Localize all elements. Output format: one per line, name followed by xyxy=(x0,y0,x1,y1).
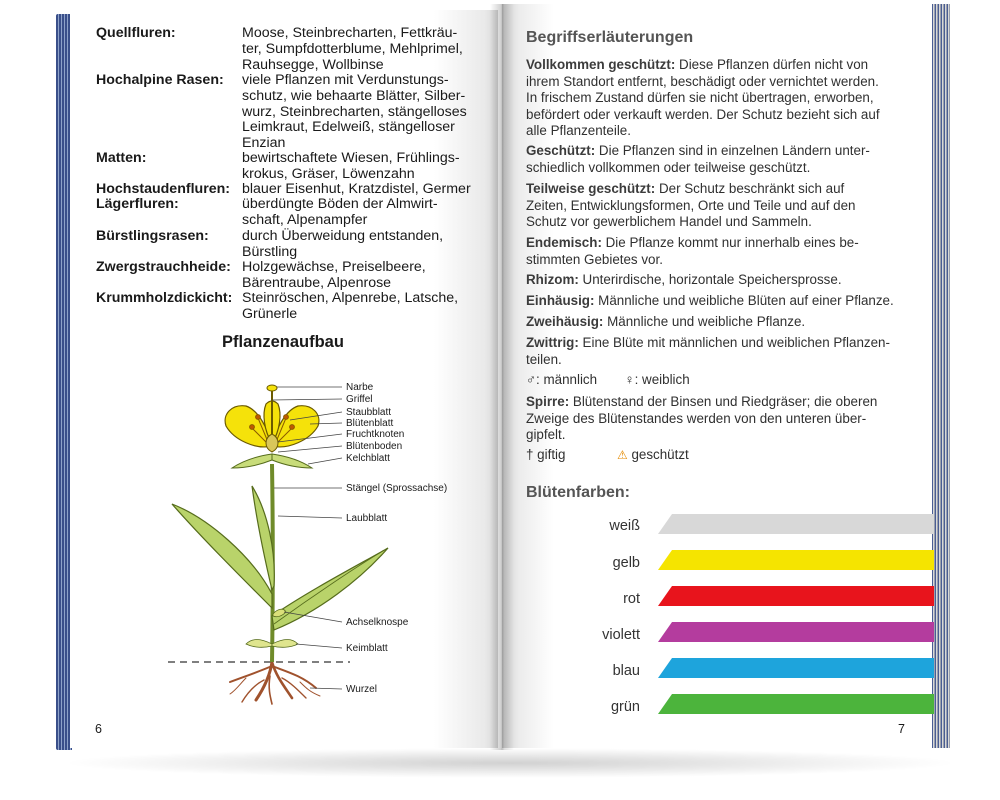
desc-line: schutz, wie behaarte Blätter, Silber- xyxy=(242,87,466,104)
label-laubblatt: Laubblatt xyxy=(346,513,388,524)
label-bluetenboden: Blütenboden xyxy=(346,441,403,452)
glossary-entry: Geschützt: Die Pflanzen sind in einzelnen Ländern unter- schiedlich vollkommen oder teilweise geschützt. xyxy=(526,143,870,175)
poison-label: giftig xyxy=(533,447,566,462)
glossary-entry: Rhizom: Unterirdische, horizontale Speichersprosse. xyxy=(526,272,842,287)
desc-line: Steinröschen, Alpenrebe, Latsche, xyxy=(242,290,459,306)
desc-line: überdüngte Böden der Almwirt- xyxy=(242,196,438,212)
color-label: rot xyxy=(623,591,640,607)
stigma xyxy=(267,385,277,391)
glossary-entry: Endemisch: Die Pflanze kommt nur innerhalb eines be- stimmten Gebietes vor. xyxy=(526,235,859,267)
sepal xyxy=(272,454,312,468)
color-bar-green xyxy=(658,694,934,714)
symbol-legend-status xyxy=(526,447,689,462)
male-label: : männlich xyxy=(536,372,598,387)
label-fruchtknoten: Fruchtknoten xyxy=(346,429,405,440)
page-number-left: 6 xyxy=(95,722,102,736)
book-gutter xyxy=(490,4,514,750)
habitat-term: Quellfluren: xyxy=(96,25,176,41)
cotyledon xyxy=(272,640,298,648)
page-number-right: 7 xyxy=(898,722,905,736)
label-bluetenblatt: Blütenblatt xyxy=(346,418,394,429)
desc-line: Rauhsegge, Wollbinse xyxy=(242,56,384,73)
desc-line: krokus, Gräser, Löwenzahn xyxy=(242,165,415,182)
diagram-title: Pflanzenaufbau xyxy=(222,333,344,351)
glossary-entry: Spirre: Blütenstand der Binsen und Riedgräser; die oberen Zweige des Blütenstandes werden von den unteren über- gipfelt. xyxy=(526,394,878,443)
habitat-term: Bürstlingsrasen: xyxy=(96,228,209,244)
color-label: gelb xyxy=(612,555,640,571)
label-kelchblatt: Kelchblatt xyxy=(346,453,390,464)
cotyledon xyxy=(246,640,272,648)
color-bar-white xyxy=(658,514,934,534)
female-icon: ♀ xyxy=(624,372,635,387)
desc-line: Enzian xyxy=(242,135,286,152)
desc-line: viele Pflanzen mit Verdunstungs- xyxy=(242,72,449,88)
dagger-icon: † xyxy=(526,447,534,462)
glossary-entry: Zweihäusig: Männliche und weibliche Pflanze. xyxy=(526,314,806,329)
habitat-desc xyxy=(242,291,478,323)
habitat-desc xyxy=(242,26,478,73)
warning-icon: ⚠ xyxy=(616,448,628,462)
color-bar-yellow xyxy=(658,550,934,570)
glossary-entry: Zwittrig: Eine Blüte mit männlichen und weiblichen Pflanzen- teilen. xyxy=(526,335,890,367)
color-label: grün xyxy=(610,699,640,715)
label-narbe: Narbe xyxy=(346,382,374,393)
desc-line: Leimkraut, Edelweiß, stängelloser xyxy=(242,119,455,136)
color-bar-violet xyxy=(658,622,934,642)
color-label: violett xyxy=(602,627,640,643)
ovary xyxy=(266,434,278,452)
habitat-desc xyxy=(242,260,478,292)
desc-line: Holzgewächse, Preiselbeere, xyxy=(242,259,426,275)
habitat-desc xyxy=(242,229,478,261)
glossary-entry: Teilweise geschützt: Der Schutz beschränkt sich auf Zeiten, Entwicklungsformen, Orte und Teile und auf den Schutz vor gewerblichem Handel und Sammeln. xyxy=(526,181,856,230)
desc-line: Grünerle xyxy=(242,305,298,322)
label-achselknospe: Achselknospe xyxy=(346,617,409,628)
desc-line: Bürstling xyxy=(242,243,298,260)
sepal xyxy=(232,454,272,468)
habitat-term: Hochstaudenfluren: xyxy=(96,181,230,197)
habitat-desc xyxy=(242,151,478,183)
desc-line: Moose, Steinbrecharten, Fettkräu- xyxy=(242,25,458,41)
habitat-term: Krummholzdickicht: xyxy=(96,290,233,306)
color-label: blau xyxy=(612,663,640,679)
male-icon: ♂ xyxy=(526,372,537,387)
habitat-term: Matten: xyxy=(96,150,147,166)
habitat-desc xyxy=(242,197,478,229)
glossary-entry: Einhäusig: Männliche und weibliche Blüten auf einer Pflanze. xyxy=(526,293,894,308)
female-label: : weiblich xyxy=(634,372,690,387)
color-bar-red xyxy=(658,586,934,606)
glossary-entry: Vollkommen geschützt: Diese Pflanzen dürfen nicht von ihrem Standort entfernt, beschädigt oder vernichtet werden. In frischem Zustand dürfen sie nicht übertragen, erworben, befördert oder verkauft werden. Der Schutz bezieht sich auf alle Pflanzenteile. xyxy=(526,57,880,139)
desc-line: ter, Sumpfdotterblume, Mehlprimel, xyxy=(242,40,463,57)
label-wurzel: Wurzel xyxy=(346,684,377,695)
plant-structure-diagram xyxy=(160,376,460,706)
label-keimblatt: Keimblatt xyxy=(346,643,388,654)
habitat-term: Hochalpine Rasen: xyxy=(96,72,224,88)
glossary-title: Begriffserläuterungen xyxy=(526,29,694,46)
desc-line: schaft, Alpenampfer xyxy=(242,211,368,228)
habitat-term: Lägerfluren: xyxy=(96,196,179,212)
flower-colors-title: Blütenfarben: xyxy=(526,484,630,501)
protected-label: geschützt xyxy=(631,447,689,462)
habitat-desc xyxy=(242,73,478,152)
book-shadow xyxy=(60,748,960,778)
desc-line: blauer Eisenhut, Kratzdistel, Germer xyxy=(242,181,471,197)
label-staengel: Stängel (Sprossachse) xyxy=(346,483,448,494)
desc-line: Bärentraube, Alpenrose xyxy=(242,274,392,291)
desc-line: durch Überweidung entstanden, xyxy=(242,228,444,244)
desc-line: wurz, Steinbrecharten, stängelloses xyxy=(242,103,467,120)
color-bar-blue xyxy=(658,658,934,678)
color-label: weiß xyxy=(609,518,640,534)
label-staubblatt: Staubblatt xyxy=(346,407,392,418)
symbol-legend-sex xyxy=(526,372,690,387)
habitat-term: Zwergstrauchheide: xyxy=(96,259,231,275)
desc-line: bewirtschaftete Wiesen, Frühlings- xyxy=(242,150,460,166)
roots xyxy=(230,662,320,704)
label-griffel: Griffel xyxy=(346,394,373,405)
